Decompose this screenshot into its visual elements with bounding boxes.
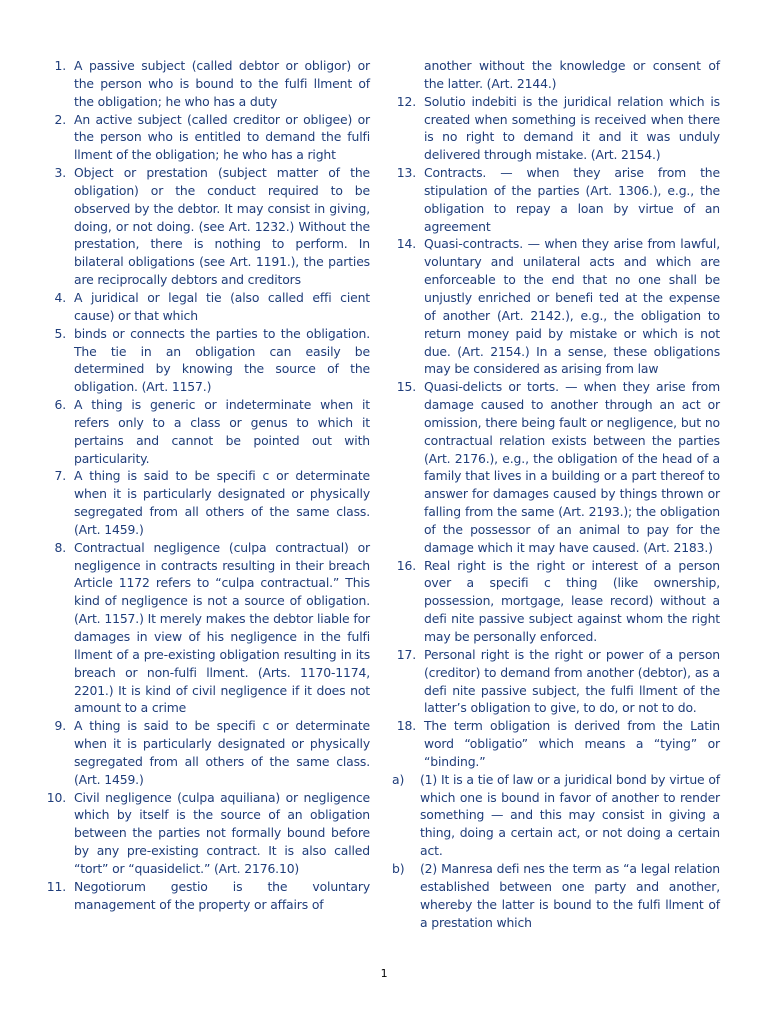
list-item (392, 717, 720, 771)
list-item (42, 396, 370, 467)
item-number: 7. (54, 468, 66, 484)
item-number: 3. (54, 165, 66, 181)
list-item (42, 289, 370, 325)
item-text: Object or prestation (subject matter of the obligation) or the conduct required to be observed by the debtor. It may consist in giving, doing, or not doing. (see Art. 1232.) Without the prestation, there is nothing to perform. In bilateral obligations (see Art. 1191.), the parties are reciprocally debtors and creditors (74, 165, 370, 288)
list-item (42, 467, 370, 538)
item-number: 14. (396, 236, 416, 252)
item-text: Quasi-delicts or torts. — when they arise from damage caused to another through an act or omission, there being fault or negligence, but no contractual relation exists between the parties (Art. 2176.), e.g., the obligation of the head of a family that lives in a building or a part thereof to answer for damages caused by things thrown or falling from the same (Art. 2193.); the obligation of the possessor of an animal to pay for the damage which it may have caused. (Art. 2183.) (424, 379, 720, 555)
list-item (42, 717, 370, 788)
continued-item-text: another without the knowledge or consent of the latter. (Art. 2144.) (424, 58, 720, 91)
right-numbered-list (392, 93, 720, 771)
item-number: 1. (54, 58, 66, 73)
item-text: Personal right is the right or power of a person (creditor) to demand from another (debtor), as a defi nite passive subject, the fulfi llment of the latter’s obligation to give, to do, or not to do. (424, 646, 720, 716)
item-number: 2. (54, 111, 66, 127)
item-number: 17. (396, 646, 416, 662)
item-text: Negotiorum gestio is the voluntary management of the property or affairs of (74, 878, 370, 912)
item-number: 15. (396, 379, 416, 395)
right-column (392, 57, 720, 931)
item-number: 6. (54, 397, 66, 413)
list-item (42, 539, 370, 717)
list-item (392, 93, 720, 164)
item-text: An active subject (called creditor or obligee) or the person who is entitled to demand the fulfi llment of the obligation; he who has a right (74, 111, 370, 163)
list-item (392, 235, 720, 378)
sub-item-label: a) (392, 771, 405, 787)
list-item (42, 111, 370, 165)
list-item (42, 789, 370, 878)
list-item (42, 325, 370, 396)
list-item (42, 878, 370, 914)
item-text: The term obligation is derived from the Latin word “obligatio” which means a “tying” or “binding.” (424, 718, 720, 769)
item-number: 9. (54, 718, 66, 734)
item-text: A juridical or legal tie (also called effi cient cause) or that which (74, 289, 370, 323)
item-text: A thing is said to be specifi c or determinate when it is particularly designated or physically segregated from all others of the same class. (Art. 1459.) (74, 718, 370, 787)
left-numbered-list (42, 57, 370, 914)
sub-list-item (392, 860, 720, 931)
item-text: Real right is the right or interest of a person over a specifi c thing (like ownership, possession, mortgage, lease record) without a defi nite passive subject against whom the right may be personally enforced. (424, 557, 720, 644)
item-number: 12. (396, 93, 416, 109)
item-text: Civil negligence (culpa aquiliana) or negligence which by itself is the source of an obligation between the parties not formally bound before by any pre-existing contract. It is also called “tort” or “quasidelict.” (Art. 2176.10) (74, 789, 370, 876)
sub-list-item (392, 771, 720, 860)
item-number: 16. (396, 557, 416, 573)
item-number: 18. (396, 718, 416, 734)
item-number: 10. (46, 789, 66, 805)
sub-item-text: (2) Manresa defi nes the term as “a legal relation established between one party and another, whereby the latter is bound to the fulfi llment of a prestation which (420, 860, 720, 930)
list-item (42, 164, 370, 289)
item-number: 8. (54, 539, 66, 555)
item-number: 5. (54, 325, 66, 341)
list-item (392, 646, 720, 717)
item-text: binds or connects the parties to the obligation. The tie in an obligation can easily be determined by knowing the source of the obligation. (Art. 1157.) (74, 325, 370, 395)
item-text: Quasi-contracts. — when they arise from lawful, voluntary and unilateral acts and which are enforceable to the end that no one shall be unjustly enriched or benefi ted at the expense of another (Art. 2142.), e.g., the obligation to return money paid by mistake or which is not due. (Art. 2154.) In a sense, these obligations may be considered as arising from law (424, 236, 720, 377)
list-item (392, 378, 720, 556)
item-number: 11. (46, 878, 66, 894)
list-item (42, 57, 370, 111)
item-text: A passive subject (called debtor or obligor) or the person who is bound to the fulfi llment of the obligation; he who has a duty (74, 58, 370, 109)
item-text: A thing is said to be specifi c or determinate when it is particularly designated or physically segregated from all others of the same class. (Art. 1459.) (74, 468, 370, 537)
item-text: A thing is generic or indeterminate when it refers only to a class or genus to which it pertains and cannot be pointed out with particularity. (74, 397, 370, 466)
list-item (392, 164, 720, 235)
item-text: Contractual negligence (culpa contractual) or negligence in contracts resulting in their breach Article 1172 refers to “culpa contractual.” This kind of negligence is not a source of obligation. (Art. 1157.) It merely makes the debtor liable for damages in view of his negligence in the fulfi llment of a pre-existing obligation resulting in its breach or non-fulfi llment. (Arts. 1170-1174, 2201.) It is kind of civil negligence if it does not amount to a crime (74, 539, 370, 716)
item-number: 4. (54, 289, 66, 305)
list-item (392, 557, 720, 646)
item-text: Solutio indebiti is the juridical relation which is created when something is received when there is no right to demand it and it was unduly delivered through mistake. (Art. 2154.) (424, 93, 720, 163)
sub-list (392, 771, 720, 932)
sub-item-label: b) (392, 860, 405, 876)
page-number: 1 (380, 967, 388, 980)
item-text: Contracts. — when they arise from the stipulation of the parties (Art. 1306.), e.g., the obligation to repay a loan by virtue of an agreement (424, 165, 720, 234)
sub-item-text: (1) It is a tie of law or a juridical bond by virtue of which one is bound in favor of another to render something — and this may consist in giving a thing, doing a certain act, or not doing a certain act. (420, 771, 720, 859)
left-column (42, 57, 370, 914)
item-number: 13. (396, 165, 416, 181)
